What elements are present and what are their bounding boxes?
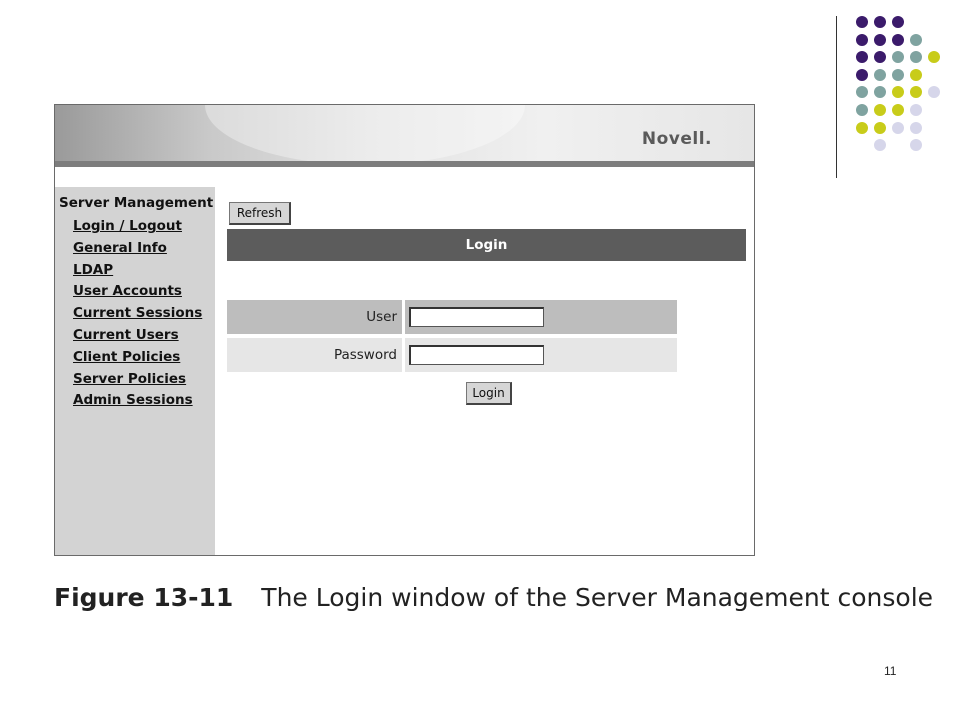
decorative-dot [856,69,868,81]
figure-description: The Login window of the Server Management console [261,583,934,612]
sidebar-item-login-logout[interactable]: Login / Logout [73,218,182,234]
figure-caption [54,583,933,612]
decorative-dot [874,122,886,134]
decorative-dot [874,16,886,28]
sidebar-item-current-sessions[interactable]: Current Sessions [73,305,203,322]
decorative-dot [892,86,904,98]
decorative-dot [892,69,904,81]
decorative-dot [892,16,904,28]
decorative-dot [910,51,922,63]
sidebar-heading: Server Management [59,195,214,211]
decorative-dot [874,51,886,63]
sidebar-item-server-policies[interactable]: Server Policies [73,370,187,387]
decorative-dot [892,34,904,46]
refresh-button[interactable]: Refresh [229,202,291,225]
decorative-dot [856,122,868,134]
decorative-dot [892,51,904,63]
user-row [227,300,677,334]
row-separator [402,300,405,334]
decorative-dot [856,86,868,98]
row-separator [402,338,405,372]
user-label: User [366,309,397,325]
console-screenshot [54,104,755,556]
decorative-dot [910,122,922,134]
decorative-divider-line [836,16,837,178]
decorative-dot [856,16,868,28]
header-banner [55,105,754,167]
novell-logo: Novell. [641,129,712,149]
figure-label: Figure 13-11 [54,583,234,612]
sidebar-item-ldap[interactable]: LDAP [73,261,114,278]
main-content [215,187,754,555]
decorative-dot [928,51,940,63]
decorative-dot [874,139,886,151]
decorative-dot [928,86,940,98]
password-input[interactable] [409,345,544,365]
decorative-dot [910,34,922,46]
sidebar-item-user-accounts[interactable]: User Accounts [73,283,182,300]
decorative-dot [910,139,922,151]
sidebar-item-general-info[interactable]: General Info [73,239,167,256]
slide-number: 11 [884,664,897,678]
decorative-dot [910,86,922,98]
sidebar-item-client-policies[interactable]: Client Policies [73,348,181,365]
decorative-dot [874,86,886,98]
sidebar [55,187,215,555]
decorative-dot [856,34,868,46]
decorative-dot [874,69,886,81]
login-button[interactable]: Login [466,382,512,405]
decorative-dot [874,34,886,46]
decorative-dot [874,104,886,116]
password-row [227,338,677,372]
banner-decoration [205,105,525,165]
user-input[interactable] [409,307,544,327]
decorative-dot [856,51,868,63]
login-title-bar: Login [227,229,746,261]
sidebar-item-admin-sessions[interactable]: Admin Sessions [73,392,193,409]
decorative-dot [910,104,922,116]
sidebar-nav [73,216,202,412]
decorative-dot [892,104,904,116]
decorative-dot [910,69,922,81]
password-label: Password [333,347,397,363]
decorative-dot [856,104,868,116]
sidebar-item-current-users[interactable]: Current Users [73,326,179,343]
decorative-dot [892,122,904,134]
